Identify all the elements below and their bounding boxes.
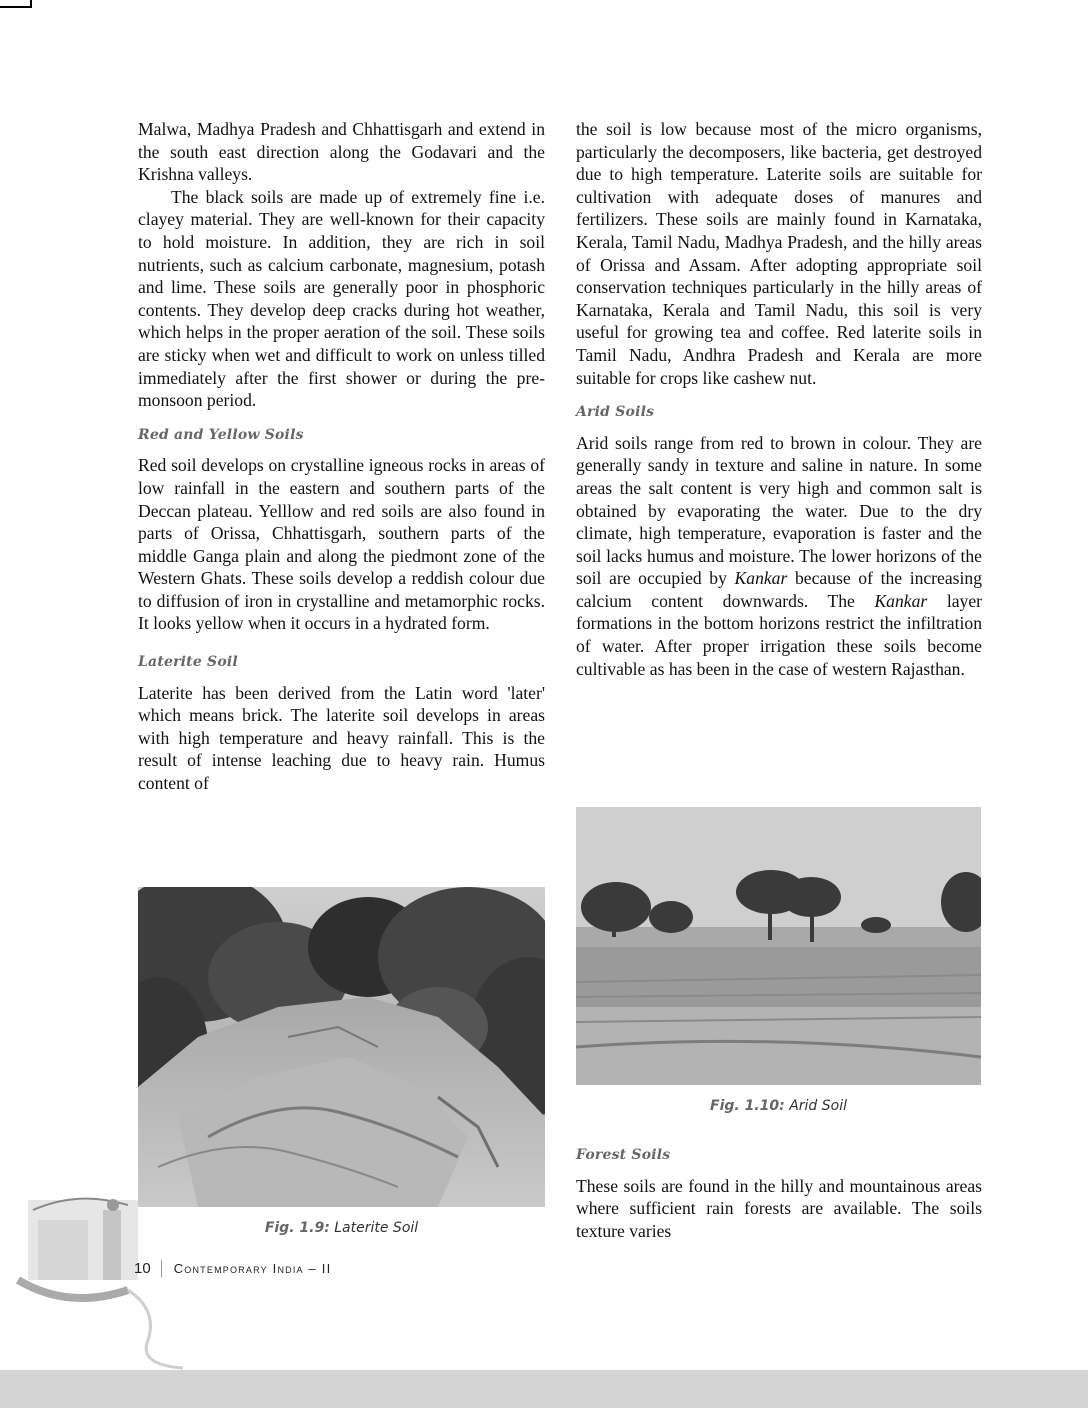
term-kankar: Kankar [734, 568, 788, 589]
paragraph-laterite-cont: the soil is low because most of the micro organisms, particularly the decomposers, like bacteria, get destroyed due to high temperature. Laterite soils are suitable for cultivation with adequate doses of manures and fertilizers. These soils are mainly found in Karnataka, Kerala, Tamil Nadu, Madhya Pradesh, and the hilly areas of Orissa and Assam. After adopting appropriate soil conservation techniques particularly in the hilly areas of Karnataka, Kerala and Tamil Nadu, this soil is very useful for growing tea and coffee. Red laterite soils in Tamil Nadu, Andhra Pradesh and Kerala are more suitable for crops like cashew nut. [576, 119, 982, 388]
decorative-sketch-icon [8, 1190, 188, 1370]
caption-title: Laterite Soil [334, 1220, 419, 1236]
heading-forest-soils: Forest Soils [576, 1147, 671, 1163]
paragraph-arid-soils: Arid soils range from red to brown in colour. They are generally sandy in texture and saline in nature. In some areas the salt content is very high and common salt is obtained by evaporating the water. Due to the dry climate, high temperature, evaporation is faster and the soil lacks humus and moisture. The lower horizons of the soil are occupied by Kankar because of the increasing calcium content downwards. The Kankar layer formations in the bottom horizons restrict the infiltration of water. After proper irrigation these soils become cultivable as has been in the case of western Rajasthan. [576, 432, 982, 679]
heading-laterite-soil: Laterite Soil [138, 654, 238, 671]
page-footer [134, 1256, 331, 1280]
page-number: 10 [134, 1260, 162, 1277]
laterite-soil-photo [138, 887, 545, 1207]
heading-red-yellow-soils: Red and Yellow Soils [138, 426, 304, 443]
left-column [138, 118, 545, 795]
arid-soil-photo [576, 807, 981, 1085]
corner-crop-mark [0, 0, 32, 8]
forest-section [576, 1144, 982, 1242]
caption-label: Fig. 1.9: [264, 1220, 330, 1236]
caption-title: Arid Soil [789, 1098, 847, 1114]
caption-laterite-soil [138, 1220, 545, 1236]
term-kankar-2: Kankar [874, 590, 928, 611]
paragraph-black-soil-cont: Malwa, Madhya Pradesh and Chhattisgarh and extend in the south east direction along the Godavari and the Krishna valleys. [138, 119, 545, 185]
right-column [576, 118, 982, 680]
paragraph-red-yellow-soils: Red soil develops on crystalline igneous rocks in areas of low rainfall in the eastern and southern parts of the Deccan plateau. Yelllow and red soils are also found in parts of Orissa, Chhattisgarh, southern parts of the middle Ganga plain and along the piedmont zone of the Western Ghats. These soils develop a reddish colour due to diffusion of iron in crystalline and metamorphic rocks. It looks yellow when it occurs in a hydrated form. [138, 455, 545, 634]
bottom-band [0, 1370, 1088, 1408]
heading-arid-soils: Arid Soils [576, 404, 655, 421]
paragraph-laterite-soil: Laterite has been derived from the Latin word 'later' which means brick. The laterite soil develops in areas with high temperature and heavy rainfall. This is the result of intense leaching due to heavy rain. Humus content of [138, 682, 545, 794]
book-title: Contemporary India – II [173, 1260, 332, 1276]
paragraph-forest-soils: These soils are found in the hilly and mountainous areas where sufficient rain forests are available. The soils texture varies [576, 1175, 982, 1241]
paragraph-black-soil: The black soils are made up of extremely fine i.e. clayey material. They are well-known for their capacity to hold moisture. In addition, they are rich in soil nutrients, such as calcium carbonate, magnesium, potash and lime. These soils are generally poor in phosphoric contents. They develop deep cracks during hot weather, which helps in the proper aeration of the soil. These soils are sticky when wet and difficult to work on unless tilled immediately after the first shower or during the pre-monsoon period. [138, 186, 545, 411]
caption-arid-soil [576, 1098, 981, 1114]
caption-label: Fig. 1.10: [710, 1098, 785, 1114]
